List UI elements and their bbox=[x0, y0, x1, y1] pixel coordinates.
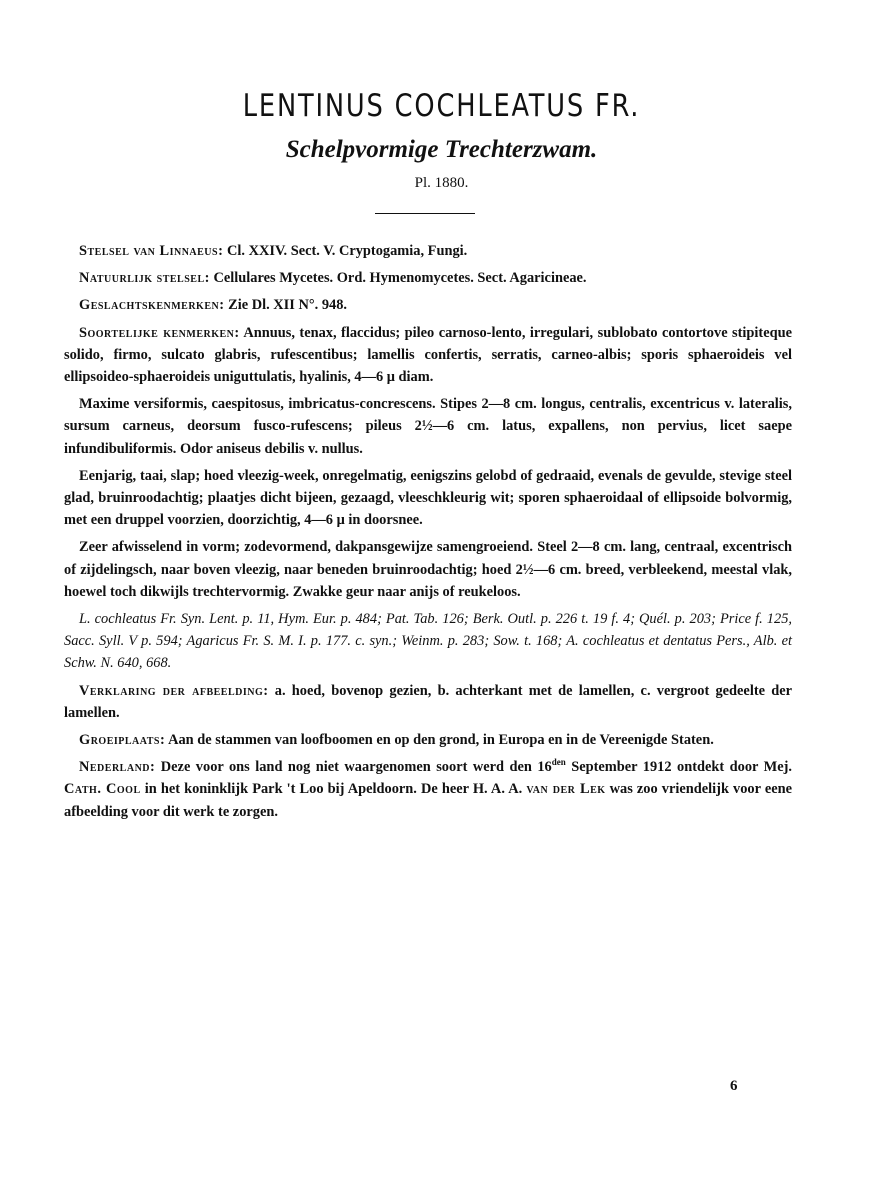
paragraph-nederland bbox=[64, 756, 792, 823]
plate-number: Pl. 1880. bbox=[414, 175, 469, 191]
label-natuurlijk-stelsel: Natuurlijk stelsel: bbox=[79, 270, 210, 287]
paragraph-references: L. cochleatus Fr. Syn. Lent. p. 11, Hym. Eur. p. 484; Pat. Tab. 126; Berk. Outl. p. 226 t. 19 f. 4; Quél. p. 203; Price f. 125, Sacc. Syll. V p. 594; Agaricus Fr. S. M. I. p. 177. c. syn.; Weinm. p. 283; Sow. t. 168; A. cochleatus et dentatus Pers., Alb. et Schw. N. 640, 668. bbox=[64, 611, 792, 672]
label-groeiplaats: Groeiplaats: bbox=[79, 732, 166, 749]
paragraph-dutch-description-2: Zeer afwisselend in vorm; zodevormend, dakpansgewijze samengroeiend. Steel 2—8 cm. lang, centraal, excentrisch of zijdelingsch, naar boven vleezig, naar beneden bruinroodachtig; hoed 2½—6 cm. breed, verbleekend, meestal vlak, hoewel toch dikwijls trechtervormig. Zwakke geur naar anijs of reukeloos. bbox=[64, 539, 792, 600]
label-stelsel-linnaeus: Stelsel van Linnaeus: bbox=[79, 243, 224, 259]
text-soortelijke-kenmerken: Annuus, tenax, flaccidus; pileo carnoso-lento, irregulari, sublobato contortove stipiteque solido, firmo, sulcato glabris, rufescentibus; lamellis confertis, serratis, carneo-albis; sporis sphaeroideis vel ellipsoideo-sphaeroideis uniguttulatis, hyalinis, 4—6 μ diam. bbox=[64, 324, 792, 386]
paragraph-verklaring bbox=[64, 680, 792, 724]
text-geslachtskenmerken: Zie Dl. XII N°. 948. bbox=[228, 297, 348, 314]
dutch-name: Schelpvormige Trechterzwam. bbox=[285, 136, 598, 163]
paragraph-stelsel-linnaeus bbox=[64, 240, 792, 262]
finder-name: Cath. Cool bbox=[64, 781, 141, 798]
date-superscript: den bbox=[551, 757, 566, 768]
paragraph-natuurlijk-stelsel bbox=[64, 267, 792, 289]
text-nederland-a: Deze voor ons land nog niet waargenomen soort werd den 16 bbox=[160, 759, 552, 776]
text-nederland-b: September 1912 ontdekt door Mej. bbox=[565, 759, 792, 776]
title-divider bbox=[375, 213, 475, 214]
description-body bbox=[64, 240, 792, 828]
text-natuurlijk-stelsel: Cellulares Mycetes. Ord. Hymenomycetes. Sect. Agaricineae. bbox=[213, 270, 587, 287]
paragraph-dutch-description-1: Eenjarig, taai, slap; hoed vleezig-week, onregelmatig, eenigszins gelobd of gedraaid, evenals de gevulde, stevige steel glad, bruinroodachtig; plaatjes dicht bijeen, gezaagd, vleeschkleurig wit; sporen sphaeroidaal of ellipsoide bolvormig, met een druppel voorzien, doorzichtig, 4—6 μ in doorsnee. bbox=[64, 467, 792, 529]
illustrator-name: van der Lek bbox=[526, 781, 606, 798]
text-stelsel-linnaeus: Cl. XXIV. Sect. V. Cryptogamia, Fungi. bbox=[227, 243, 468, 259]
label-nederland: Nederland: bbox=[79, 759, 156, 776]
text-verklaring: a. hoed, bovenop gezien, b. achterkant met de lamellen, c. vergroot gedeelte der lamellen. bbox=[64, 682, 792, 721]
paragraph-latin-description: Maxime versiformis, caespitosus, imbricatus-concrescens. Stipes 2—8 cm. longus, centralis, excentricus v. lateralis, sursum carneus, deorsum fusco-rufescens; pileus 2½—6 cm. latus, expallens, non pervius, licet saepe infundibuliformis. Odor aniseus debilis v. nullus. bbox=[64, 396, 792, 457]
text-nederland-c: in het koninklijk Park 't Loo bij Apeldoorn. De heer H. A. A. bbox=[140, 781, 527, 798]
species-title: LENTINUS COCHLEATUS FR. bbox=[242, 88, 641, 124]
paragraph-soortelijke-kenmerken bbox=[64, 322, 792, 389]
paragraph-geslachtskenmerken bbox=[64, 294, 792, 316]
paragraph-groeiplaats bbox=[64, 729, 792, 751]
label-soortelijke-kenmerken: Soortelijke kenmerken: bbox=[79, 324, 240, 341]
page-number: 6 bbox=[730, 1078, 738, 1094]
label-geslachtskenmerken: Geslachtskenmerken: bbox=[79, 297, 225, 314]
text-nederland-d: was zoo vriendelijk voor eene afbeelding voor dit werk te zorgen. bbox=[64, 781, 793, 820]
label-verklaring: Verklaring der afbeelding: bbox=[79, 682, 269, 699]
text-groeiplaats: Aan de stammen van loofboomen en op den grond, in Europa en in de Vereenigde Staten. bbox=[168, 732, 714, 749]
